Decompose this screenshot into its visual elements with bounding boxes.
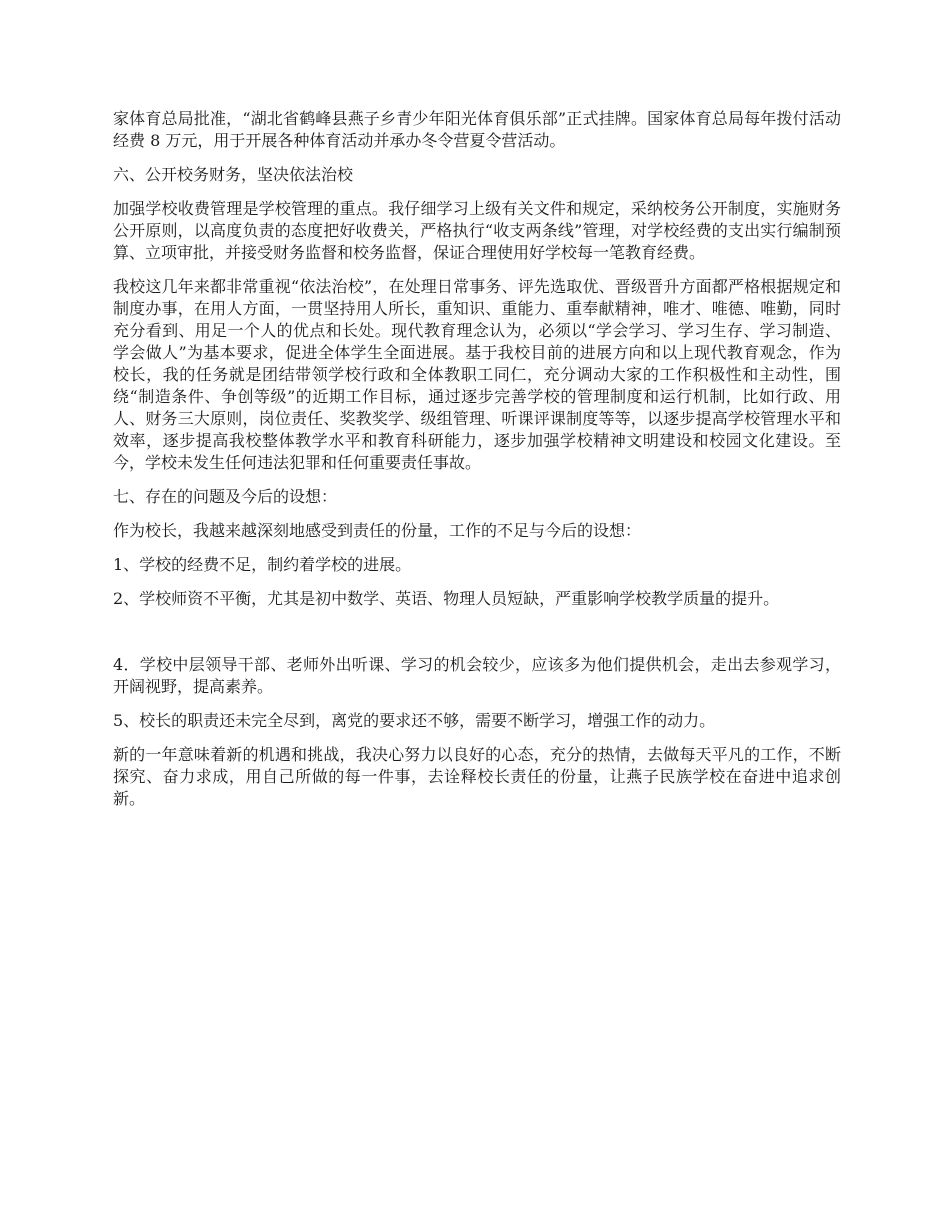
paragraph-rule-of-law: 我校这几年来都非常重视“依法治校”，在处理日常事务、评先选取优、晋级晋升方面都严格根据规定和制度办事，在用人方面，一贯坚持用人所长，重知识、重能力、重奉献精神，唯才、唯德、唯勤，同时充分看到、用足一个人的优点和长处。现代教育理念认为，必须以“学会学习、学习生存、学习制造、学会做人”为基本要求，促进全体学生全面进展。基于我校目前的进展方向和以上现代教育观念，作为校长，我的任务就是团结带领学校行政和全体教职工同仁，充分调动大家的工作积极性和主动性，围绕“制造条件、争创等级”的近期工作目标，通过逐步完善学校的管理制度和运行机制，比如行政、用人、财务三大原则，岗位责任、奖教奖学、级组管理、听课评课制度等等，以逐步提高学校管理水平和效率，逐步提高我校整体教学水平和教育科研能力，逐步加强学校精神文明建设和校园文化建设。至今，学校未发生任何违法犯罪和任何重要责任事故。	[113, 277, 841, 472]
list-item-2: 2、学校师资不平衡，尤其是初中数学、英语、物理人员短缺，严重影响学校教学质量的提升。	[113, 589, 780, 608]
paragraph-responsibility: 作为校长，我越来越深刻地感受到责任的份量，工作的不足与今后的设想：	[113, 521, 642, 540]
list-item-5: 5、校长的职责还未完全尽到，离党的要求还不够，需要不断学习，增强工作的动力。	[113, 711, 716, 730]
document-body	[113, 108, 841, 822]
section-heading-six: 六、公开校务财务，坚决依法治校	[113, 165, 354, 184]
paragraph-closing: 新的一年意味着新的机遇和挑战，我决心努力以良好的心态，充分的热情，去做每天平凡的工作，不断探究、奋力求成，用自己所做的每一件事，去诠释校长责任的份量，让燕子民族学校在奋进中追求创新。	[113, 745, 841, 808]
list-item-4: 4．学校中层领导干部、老师外出听课、学习的机会较少，应该多为他们提供机会，走出去参观学习，开阔视野，提高素养。	[113, 655, 841, 696]
paragraph-fee-management: 加强学校收费管理是学校管理的重点。我仔细学习上级有关文件和规定，采纳校务公开制度，实施财务公开原则，以高度负责的态度把好收费关，严格执行“收支两条线”管理，对学校经费的支出实行编制预算、立项审批，并接受财务监督和校务监督，保证合理使用好学校每一笔教育经费。	[113, 199, 841, 262]
section-heading-seven: 七、存在的问题及今后的设想：	[113, 487, 338, 506]
paragraph-sports-club: 家体育总局批准，“湖北省鹤峰县燕子乡青少年阳光体育俱乐部”正式挂牌。国家体育总局每年拨付活动经费 8 万元，用于开展各种体育活动并承办冬令营夏令营活动。	[113, 109, 841, 150]
list-item-1: 1、学校的经费不足，制约着学校的进展。	[113, 555, 412, 574]
